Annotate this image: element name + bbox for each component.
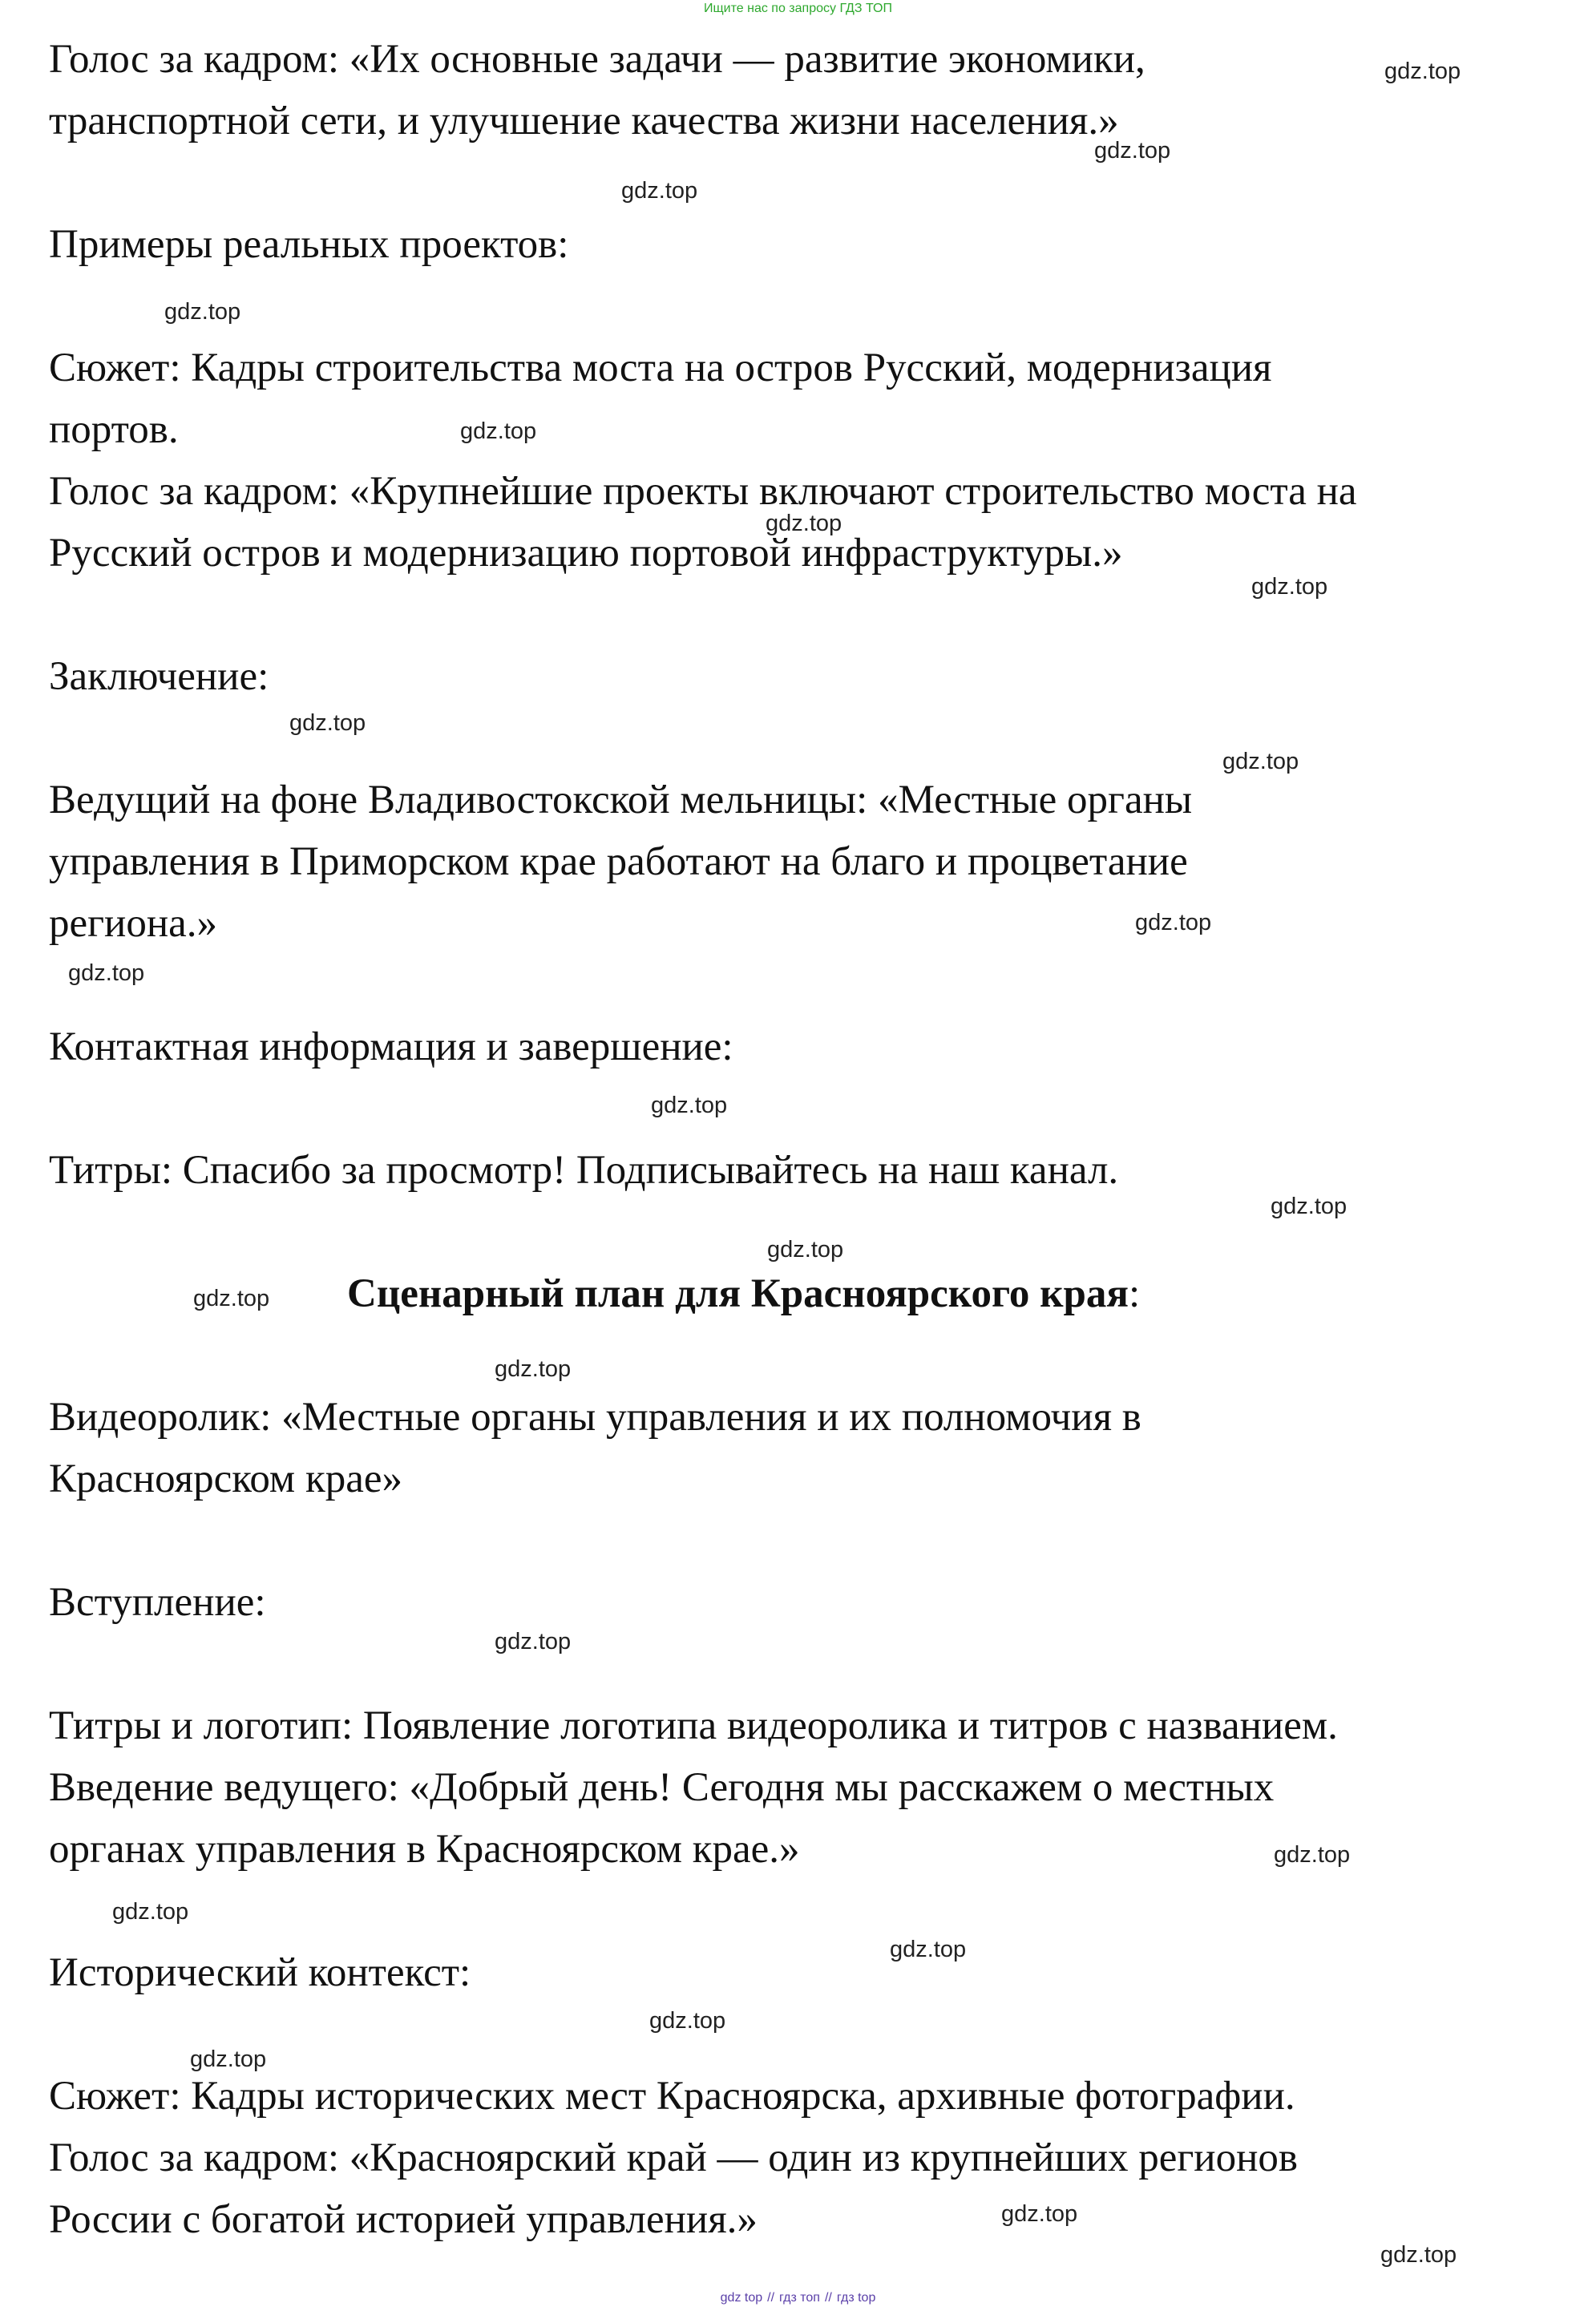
section-heading-suffix: : bbox=[1129, 1271, 1141, 1316]
text-line: портов. bbox=[49, 407, 179, 452]
text-line: транспортной сети, и улучшение качества жизни населения.» bbox=[49, 99, 1119, 143]
watermark: gdz.top bbox=[68, 960, 145, 986]
watermark: gdz.top bbox=[495, 1629, 572, 1654]
text-line: Русский остров и модернизацию портовой инфраструктуры.» bbox=[49, 531, 1123, 576]
text-line: региона.» bbox=[49, 901, 218, 946]
footer-item: гдз топ bbox=[779, 2291, 820, 2305]
section-label: Вступление: bbox=[49, 1580, 266, 1625]
watermark: gdz.top bbox=[1222, 749, 1299, 774]
watermark: gdz.top bbox=[767, 1237, 844, 1263]
watermark: gdz.top bbox=[112, 1899, 189, 1925]
watermark: gdz.top bbox=[190, 2046, 267, 2072]
section-heading bbox=[347, 1270, 1140, 1318]
watermark: gdz.top bbox=[890, 1937, 967, 1962]
text-line: управления в Приморском крае работают на благо и процветание bbox=[49, 839, 1188, 884]
text-line: Голос за кадром: «Крупнейшие проекты включают строительство моста на bbox=[49, 469, 1357, 514]
section-label: Исторический контекст: bbox=[49, 1950, 471, 1995]
text-line: Титры и логотип: Появление логотипа видеоролика и титров с названием. bbox=[49, 1703, 1338, 1748]
footer-separator: // bbox=[767, 2291, 775, 2305]
footer bbox=[0, 2291, 1596, 2305]
watermark: gdz.top bbox=[1094, 138, 1171, 164]
section-label: Заключение: bbox=[49, 654, 269, 699]
text-line: Видеоролик: «Местные органы управления и их полномочия в bbox=[49, 1395, 1141, 1440]
watermark: gdz.top bbox=[1380, 2242, 1457, 2268]
footer-separator: // bbox=[824, 2291, 832, 2305]
text-line: Введение ведущего: «Добрый день! Сегодня мы расскажем о местных bbox=[49, 1765, 1275, 1810]
watermark: gdz.top bbox=[289, 710, 366, 736]
section-label: Контактная информация и завершение: bbox=[49, 1024, 733, 1069]
watermark: gdz.top bbox=[651, 1093, 728, 1118]
footer-item: gdz top bbox=[720, 2291, 763, 2305]
watermark: gdz.top bbox=[1135, 910, 1212, 935]
watermark: gdz.top bbox=[1274, 1842, 1351, 1868]
text-line: России с богатой историей управления.» bbox=[49, 2197, 758, 2242]
watermark: gdz.top bbox=[164, 299, 241, 325]
watermark: gdz.top bbox=[1271, 1194, 1348, 1219]
text-line: Титры: Спасибо за просмотр! Подписывайтесь на наш канал. bbox=[49, 1148, 1119, 1193]
watermark: gdz.top bbox=[193, 1286, 270, 1311]
text-line: Ведущий на фоне Владивостокской мельницы: «Местные органы bbox=[49, 778, 1193, 822]
watermark: gdz.top bbox=[766, 511, 842, 536]
section-heading-text: Сценарный план для Красноярского края bbox=[347, 1271, 1129, 1316]
watermark: gdz.top bbox=[1251, 574, 1328, 600]
watermark: gdz.top bbox=[460, 418, 537, 444]
watermark: gdz.top bbox=[495, 1356, 572, 1382]
text-line: Сюжет: Кадры строительства моста на остров Русский, модернизация bbox=[49, 345, 1272, 390]
watermark: gdz.top bbox=[621, 178, 698, 204]
text-line: Голос за кадром: «Красноярский край — один из крупнейших регионов bbox=[49, 2135, 1298, 2180]
text-line: органах управления в Красноярском крае.» bbox=[49, 1827, 800, 1872]
text-line: Сюжет: Кадры исторических мест Красноярска, архивные фотографии. bbox=[49, 2074, 1295, 2119]
footer-item: гдз top bbox=[836, 2291, 876, 2305]
watermark: gdz.top bbox=[1384, 59, 1461, 84]
watermark: gdz.top bbox=[1001, 2201, 1078, 2227]
text-line: Красноярском крае» bbox=[49, 1456, 402, 1501]
section-label: Примеры реальных проектов: bbox=[49, 222, 569, 267]
top-banner: Ищите нас по запросу ГДЗ ТОП bbox=[704, 2, 892, 15]
watermark: gdz.top bbox=[649, 2008, 726, 2034]
text-line: Голос за кадром: «Их основные задачи — развитие экономики, bbox=[49, 37, 1145, 82]
